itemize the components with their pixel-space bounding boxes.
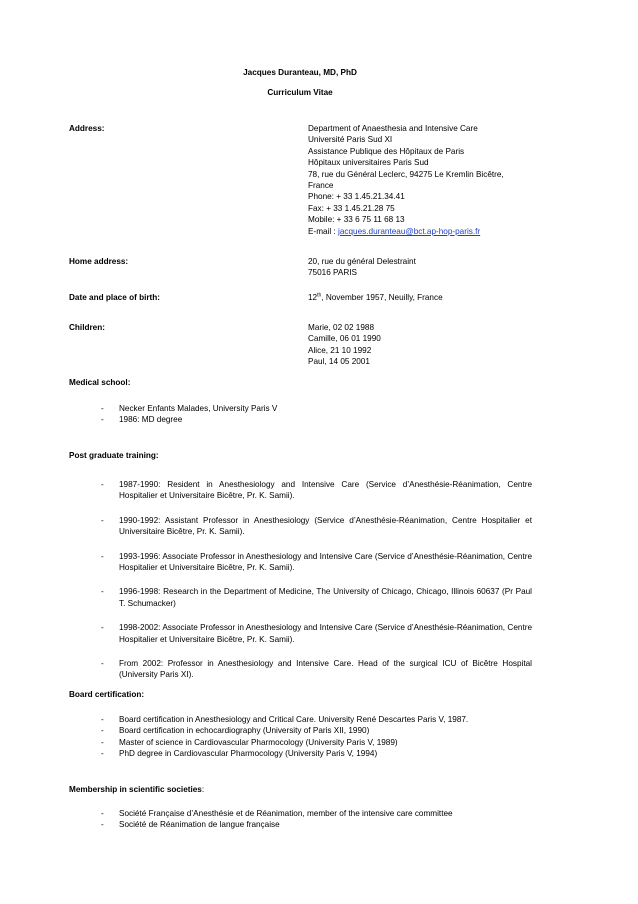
dash-bullet: - [101, 404, 104, 413]
home-address-line: 20, rue du général Delestraint [308, 257, 416, 266]
birth-rest: , November 1957, Neuilly, France [321, 293, 443, 302]
address-line: 78, rue du Général Leclerc, 94275 Le Kremlin Bicêtre, [308, 169, 504, 179]
dash-bullet: - [101, 587, 104, 597]
list-item [0, 748, 532, 759]
list-item [0, 714, 532, 725]
address-block [308, 123, 558, 237]
dash-bullet: - [101, 551, 104, 561]
list-item-text: 1987-1990: Resident in Anesthesiology and Intensive Care (Service d’Anesthésie-Réanimation, Centre Hospitalier et Universitaire Bicêtre, Pr. K. Samii). [119, 480, 532, 501]
list-item [0, 515, 532, 538]
cv-subtitle: Curriculum Vitae [267, 88, 333, 97]
list-item [0, 808, 532, 819]
medical-school-heading: Medical school: [69, 378, 131, 387]
address-line: Department of Anaesthesia and Intensive Care [308, 124, 478, 133]
email-prefix: E-mail : [308, 226, 339, 236]
dash-bullet: - [101, 749, 104, 759]
mobile-line: Mobile: + 33 6 75 11 68 13 [308, 215, 405, 225]
dash-bullet: - [101, 480, 104, 489]
child-line: Camille, 06 01 1990 [308, 334, 381, 344]
list-item [0, 725, 532, 736]
address-line: Hôpitaux universitaires Paris Sud [308, 158, 429, 168]
dash-bullet: - [101, 715, 104, 724]
fax-line: Fax: + 33 1.45.21.28 75 [308, 203, 395, 213]
dash-bullet: - [101, 415, 104, 425]
child-line: Paul, 14 05 2001 [308, 357, 370, 367]
email-link[interactable]: jacques.duranteau@bct.ap-hop-paris.fr [338, 226, 481, 236]
membership-list [0, 808, 532, 831]
list-item-text: PhD degree in Cardiovascular Pharmocology (University Paris V, 1994) [119, 749, 378, 759]
list-item [0, 622, 532, 645]
cv-name: Jacques Duranteau, MD, PhD [243, 68, 357, 77]
home-address-block [308, 256, 558, 279]
birth-label: Date and place of birth: [69, 293, 160, 302]
post-graduate-heading: Post graduate training: [69, 451, 159, 460]
list-item-text: From 2002: Professor in Anesthesiology and Intensive Care. Head of the surgical ICU of Bicêtre Hospital (University Paris XI). [119, 659, 532, 680]
home-address-line: 75016 PARIS [308, 268, 358, 278]
email-line [308, 226, 558, 237]
list-item [0, 586, 532, 609]
list-item [0, 737, 532, 748]
list-item-text: 1990-1992: Assistant Professor in Anesthesiology (Service d’Anesthésie-Réanimation, Centre Hospitalier et Universitaire Bicêtre, Pr. K. Samii). [119, 515, 532, 537]
board-heading: Board certification: [69, 690, 145, 699]
home-address-label: Home address: [69, 257, 129, 266]
address-label: Address: [69, 124, 105, 133]
dash-bullet: - [101, 623, 104, 633]
dash-bullet: - [101, 659, 104, 669]
list-item-text: 1998-2002: Associate Professor in Anesthesiology and Intensive Care (Service d’Anesthésie-Réanimation, Centre Hospitalier et Universitaire Bicêtre, Pr. K. Samii). [119, 623, 532, 644]
list-item-text: Société Française d’Anesthésie et de Réanimation, member of the intensive care committee [119, 809, 453, 818]
list-item [0, 658, 532, 681]
list-item [0, 819, 532, 830]
birth-value [308, 292, 558, 303]
board-list [0, 714, 532, 760]
post-graduate-list [0, 479, 532, 681]
address-line: Université Paris Sud XI [308, 135, 393, 145]
list-item [0, 414, 532, 425]
membership-heading-row [69, 784, 204, 795]
list-item-text: Board certification in Anesthesiology and Critical Care. University René Descartes Paris V, 1987. [119, 715, 469, 724]
membership-heading: Membership in scientific societies [69, 785, 202, 794]
membership-heading-suffix: : [201, 785, 205, 794]
list-item-text: Board certification in echocardiography (University of Paris XII, 1990) [119, 726, 370, 736]
child-line: Marie, 02 02 1988 [308, 323, 374, 332]
list-item-text: Necker Enfants Malades, University Paris V [119, 404, 278, 413]
list-item-text: 1986: MD degree [119, 415, 183, 425]
dash-bullet: - [101, 515, 104, 525]
list-item-text: Master of science in Cardiovascular Pharmocology (University Paris V, 1989) [119, 737, 398, 747]
dash-bullet: - [101, 737, 104, 747]
phone-line: Phone: + 33 1.45.21.34.41 [308, 192, 405, 202]
list-item [0, 479, 532, 502]
list-item-text: Société de Réanimation de langue française [119, 820, 280, 830]
medical-school-list [0, 403, 532, 426]
birth-day-suffix: th [317, 292, 322, 299]
dash-bullet: - [101, 820, 104, 830]
list-item-text: 1993-1996: Associate Professor in Anesthesiology and Intensive Care (Service d’Anesthésie-Réanimation, Centre Hospitalier et Universitaire Bicêtre, Pr. K. Samii). [119, 551, 532, 573]
dash-bullet: - [101, 809, 104, 818]
birth-day: 12 [308, 293, 318, 302]
list-item-text: 1996-1998: Research in the Department of Medicine, The University of Chicago, Chicago, Illinois 60637 (Pr Paul T. Schumacker) [119, 587, 532, 608]
dash-bullet: - [101, 726, 104, 736]
address-line: Assistance Publique des Hôpitaux de Paris [308, 146, 465, 156]
list-item [0, 551, 532, 574]
children-label: Children: [69, 323, 105, 332]
address-line: France [308, 181, 334, 191]
list-item [0, 403, 532, 414]
children-block [308, 322, 558, 368]
child-line: Alice, 21 10 1992 [308, 345, 372, 355]
